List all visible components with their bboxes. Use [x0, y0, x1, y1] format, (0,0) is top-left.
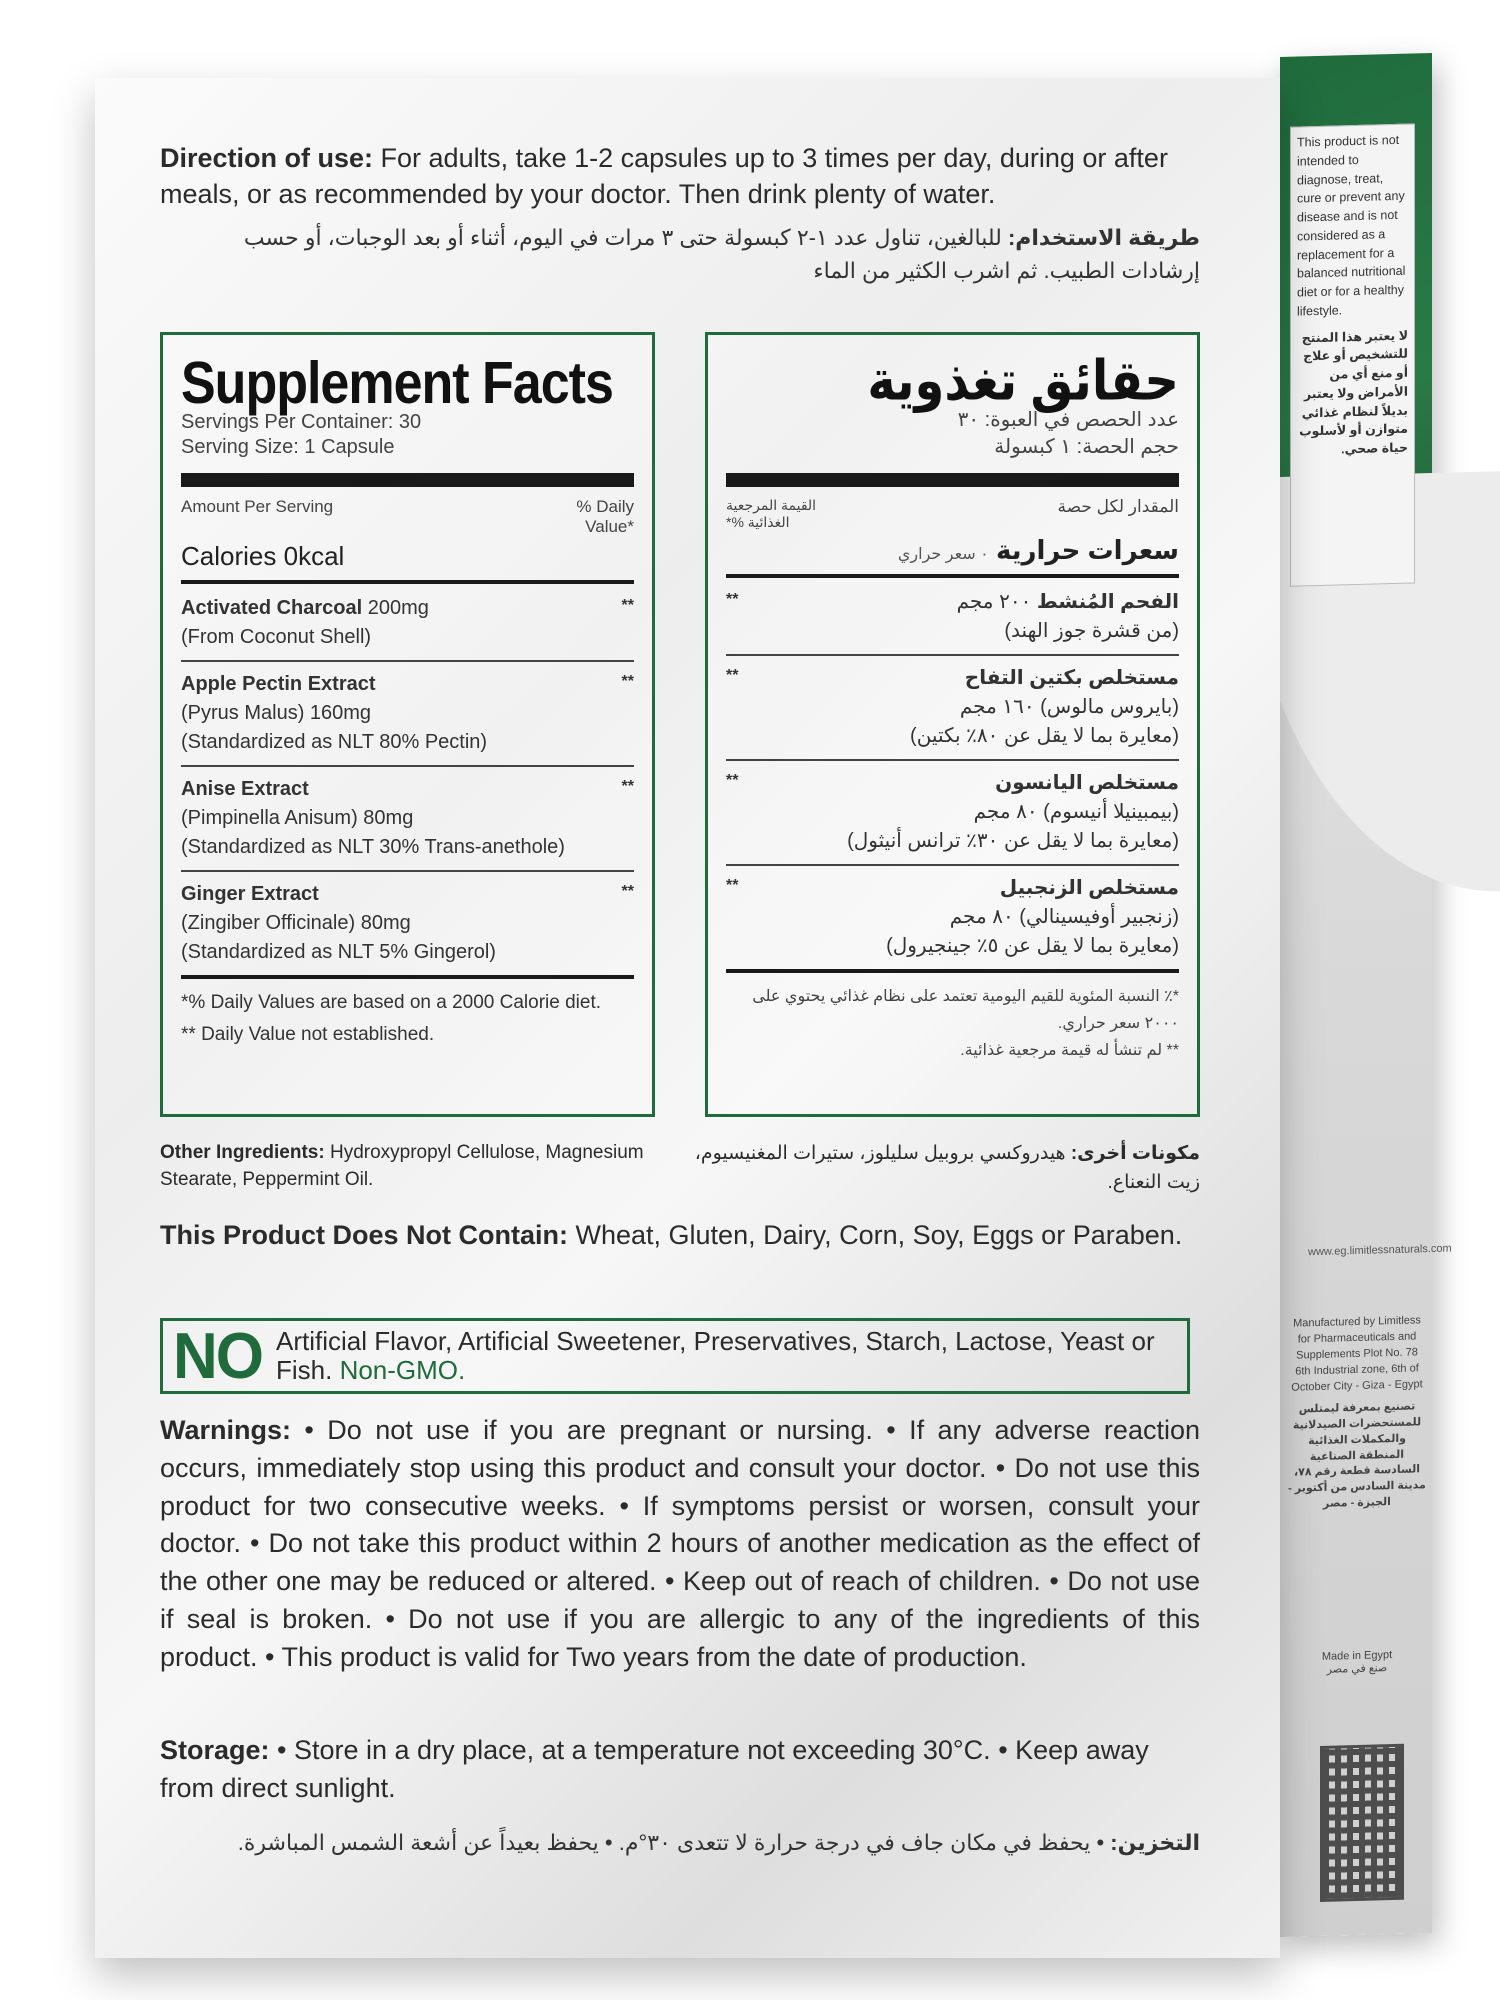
warnings-section	[160, 1412, 1200, 1677]
facts-ar-title: حقائق تغذوية	[867, 351, 1179, 413]
ingredient-name: Anise Extract	[181, 778, 309, 800]
ingredient-name-ar: مستخلص الزنجبيل	[999, 877, 1179, 899]
calories-label: Calories	[181, 541, 277, 571]
ingredient-row-ar	[726, 874, 1179, 961]
side-manufacturer-ar: تصنيع بمعرفة ليمتلس للمستحضرات الصيدلانية والمكملات الغذائية المنطقة الصناعية السادسة قطعة رقم ٧٨، مدينة السادس من أكتوبر - الجيزة - مصر	[1288, 1400, 1426, 1511]
ingredient-row	[181, 594, 634, 652]
facts-footnote: ** Daily Value not established.	[181, 1023, 435, 1045]
direction-ar	[160, 221, 1200, 287]
facts-divider	[726, 969, 1179, 973]
ingredient-dv-ar: **	[726, 877, 739, 894]
servings-per-container-ar: عدد الحصص في العبوة: ٣٠	[957, 409, 1179, 431]
ingredient-row	[181, 670, 634, 757]
ingredient-dose: 200mg	[362, 597, 429, 619]
direction-en	[160, 140, 1200, 213]
calories-row-ar	[726, 535, 1179, 566]
supplement-facts-panel	[160, 332, 655, 1117]
facts-divider	[726, 654, 1179, 656]
side-manufacturer	[1288, 1313, 1426, 1514]
direction-ar-label: طريقة الاستخدام:	[1007, 224, 1200, 250]
storage-ar-label: التخزين:	[1110, 1830, 1200, 1855]
facts-divider	[726, 864, 1179, 866]
side-disclaimer-ar: لا يعتبر هذا المنتج للتشخيص أو علاج أو منع أي من الأمراض ولا يعتبر بديلاً لنظام غذائي متوازن أو لأسلوب حياة صحي.	[1299, 328, 1408, 457]
amount-label-ar: المقدار لكل حصة	[1057, 497, 1179, 516]
direction-section	[160, 140, 1200, 287]
ingredient-dv: **	[621, 778, 634, 795]
ingredient-dv-ar: **	[726, 772, 739, 789]
amount-label: Amount Per Serving	[181, 497, 334, 516]
ingredient-name: Ginger Extract	[181, 883, 319, 905]
serving-size: Serving Size: 1 Capsule	[181, 436, 395, 458]
storage-section-ar	[160, 1830, 1200, 1856]
ingredient-detail: (Pimpinella Anisum) 80mg	[181, 807, 414, 829]
side-website: www.eg.limitlessnaturals.com	[1308, 1242, 1452, 1259]
no-word: NO	[173, 1319, 262, 1393]
side-made-in	[1288, 1648, 1426, 1677]
facts-footnote-ar: ** لم تنشأ له قيمة مرجعية غذائية.	[960, 1042, 1179, 1060]
other-ar-text: هيدروكسي بروبيل سليلوز، ستيرات المغنيسيوم، زيت النعناع.	[694, 1143, 1200, 1193]
no-additives-box	[160, 1318, 1190, 1394]
direction-ar-text: للبالغين، تناول عدد ١-٢ كبسولة حتى ٣ مرات في اليوم، أثناء أو بعد الوجبات، أو حسب إرشادات الطبيب. ثم اشرب الكثير من الماء	[243, 224, 1200, 283]
calories-value: 0kcal	[283, 541, 345, 571]
ingredient-row	[181, 880, 634, 967]
ingredient-dv-ar: **	[726, 591, 739, 608]
calories-row	[181, 541, 634, 572]
storage-text: • Store in a dry place, at a temperature not exceeding 30°C. • Keep away from direct sunlight.	[160, 1735, 1149, 1803]
made-in-en: Made in Egypt	[1321, 1649, 1393, 1663]
ingredient-standard: (Standardized as NLT 5% Gingerol)	[181, 941, 496, 963]
facts-divider	[726, 574, 1179, 578]
ingredient-name: Apple Pectin Extract	[181, 673, 376, 695]
ingredient-name: Activated Charcoal	[181, 597, 363, 619]
facts-divider	[181, 765, 634, 767]
dv-label: % Daily Value*	[576, 497, 634, 536]
side-manufacturer-en: Manufactured by Limitless for Pharmaceuticals and Supplements Plot No. 78 6th Industrial zone, 6th of October City - Giza - Egypt	[1291, 1314, 1423, 1394]
calories-label-ar: سعرات حرارية	[995, 535, 1179, 565]
other-ar-label: مكونات أخرى:	[1070, 1143, 1200, 1164]
nutrition-facts-ar-panel	[705, 332, 1200, 1117]
ingredient-dv: **	[621, 673, 634, 690]
ingredient-detail-ar: (من قشرة جوز الهند)	[1004, 620, 1179, 642]
facts-divider	[181, 660, 634, 662]
not-contain-label: This Product Does Not Contain:	[160, 1220, 568, 1250]
other-text: Hydroxypropyl Cellulose, Magnesium Stearate, Peppermint Oil.	[160, 1142, 644, 1190]
storage-section	[160, 1732, 1200, 1808]
side-disclaimer-en: This product is not intended to diagnose, treat, cure or prevent any disease and is not considered as a replacement for a balanced nutritional diet or for a healthy lifestyle.	[1297, 132, 1406, 319]
serving-size-ar: حجم الحصة: ١ كبسولة	[994, 436, 1179, 458]
warnings-text: • Do not use if you are pregnant or nursing. • If any adverse reaction occurs, immediately stop using this product and consult your doctor. • Do not use this product for two consecutive weeks. • If symptoms persist or worsen, consult your doctor. • Do not take this product within 2 hours of another medication as the effect of the other one may be reduced or altered. • Keep out of reach of children. • Do not use if seal is broken. • Do not use if you are allergic to any of the ingredients of this product. • This product is valid for Two years from the date of production.	[160, 1415, 1200, 1672]
facts-divider	[726, 759, 1179, 761]
facts-divider	[181, 580, 634, 584]
facts-footnote: *% Daily Values are based on a 2000 Calorie diet.	[181, 992, 602, 1013]
not-contain-text: Wheat, Gluten, Dairy, Corn, Soy, Eggs or Paraben.	[568, 1220, 1183, 1250]
direction-text: For adults, take 1-2 capsules up to 3 times per day, during or after meals, or as recommended by your doctor. Then drink plenty of water.	[160, 143, 1168, 210]
other-ingredients-en	[160, 1140, 660, 1193]
ingredient-detail-ar: (بايروس مالوس) ١٦٠ مجم	[959, 696, 1179, 718]
ingredient-name-ar: مستخلص بكتين التفاح	[964, 667, 1179, 689]
does-not-contain	[160, 1218, 1200, 1253]
dv-label-ar: القيمة المرجعية الغذائية %*	[726, 497, 817, 530]
facts-divider	[181, 870, 634, 872]
box-side-panel	[1280, 53, 1452, 1937]
ingredient-name-ar: مستخلص اليانسون	[995, 772, 1179, 794]
ingredient-dose-ar: ٢٠٠ مجم	[956, 591, 1037, 613]
calories-value-ar: ٠ سعر حراري	[897, 546, 989, 563]
ingredient-detail: (From Coconut Shell)	[181, 626, 372, 648]
ingredient-standard: (Standardized as NLT 30% Trans-anethole)	[181, 836, 565, 858]
ingredient-name-ar: الفحم المُنشط	[1036, 591, 1179, 613]
amount-header	[181, 497, 634, 537]
no-additives-list: Artificial Flavor, Artificial Sweetener, Preservatives, Starch, Lactose, Yeast or Fish.	[276, 1326, 1155, 1385]
ingredient-row	[181, 775, 634, 862]
ingredient-standard-ar: (معايرة بما لا يقل عن ٨٠٪ بكتين)	[910, 725, 1179, 747]
no-additives-text	[276, 1327, 1187, 1384]
facts-row	[160, 332, 1200, 1122]
amount-header-ar	[726, 497, 1179, 531]
facts-divider	[181, 975, 634, 979]
ingredient-dv: **	[621, 883, 634, 900]
ingredient-row-ar	[726, 664, 1179, 751]
ingredient-detail-ar: (زنجبير أوفيسينالي) ٨٠ مجم	[949, 906, 1179, 928]
qr-code-icon	[1320, 1744, 1404, 1902]
ingredient-standard-ar: (معايرة بما لا يقل عن ٥٪ جينجيرول)	[886, 935, 1179, 957]
warnings-label: Warnings:	[160, 1415, 291, 1445]
made-in-ar: صنع في مصر	[1326, 1662, 1388, 1676]
direction-label: Direction of use:	[160, 143, 374, 173]
facts-title: Supplement Facts	[181, 350, 613, 417]
facts-divider	[726, 473, 1179, 487]
non-gmo-label: Non-GMO.	[332, 1355, 466, 1385]
ingredient-detail: (Pyrus Malus) 160mg	[181, 702, 372, 724]
ingredient-detail-ar: (بيمبينيلا أنيسوم) ٨٠ مجم	[973, 801, 1179, 823]
facts-divider	[181, 473, 634, 487]
side-disclaimer	[1290, 123, 1415, 586]
facts-footnote-ar: *٪ النسبة المئوية للقيم اليومية تعتمد على نظام غذائي يحتوي على ٢٠٠٠ سعر حراري.	[752, 988, 1179, 1033]
ingredient-dv: **	[621, 597, 634, 614]
storage-label: Storage:	[160, 1735, 270, 1765]
other-ingredients-ar	[680, 1140, 1200, 1197]
ingredient-standard-ar: (معايرة بما لا يقل عن ٣٠٪ ترانس أنيثول)	[847, 830, 1179, 852]
ingredient-row-ar	[726, 588, 1179, 646]
ingredient-row-ar	[726, 769, 1179, 856]
other-label: Other Ingredients:	[160, 1142, 325, 1163]
ingredient-standard: (Standardized as NLT 80% Pectin)	[181, 731, 488, 753]
servings-per-container: Servings Per Container: 30	[181, 411, 422, 433]
ingredient-detail: (Zingiber Officinale) 80mg	[181, 912, 411, 934]
storage-ar-text: • يحفظ في مكان جاف في درجة حرارة لا تتعدى ٣٠°م. • يحفظ بعيداً عن أشعة الشمس المباشرة.	[237, 1830, 1111, 1855]
ingredient-dv-ar: **	[726, 667, 739, 684]
